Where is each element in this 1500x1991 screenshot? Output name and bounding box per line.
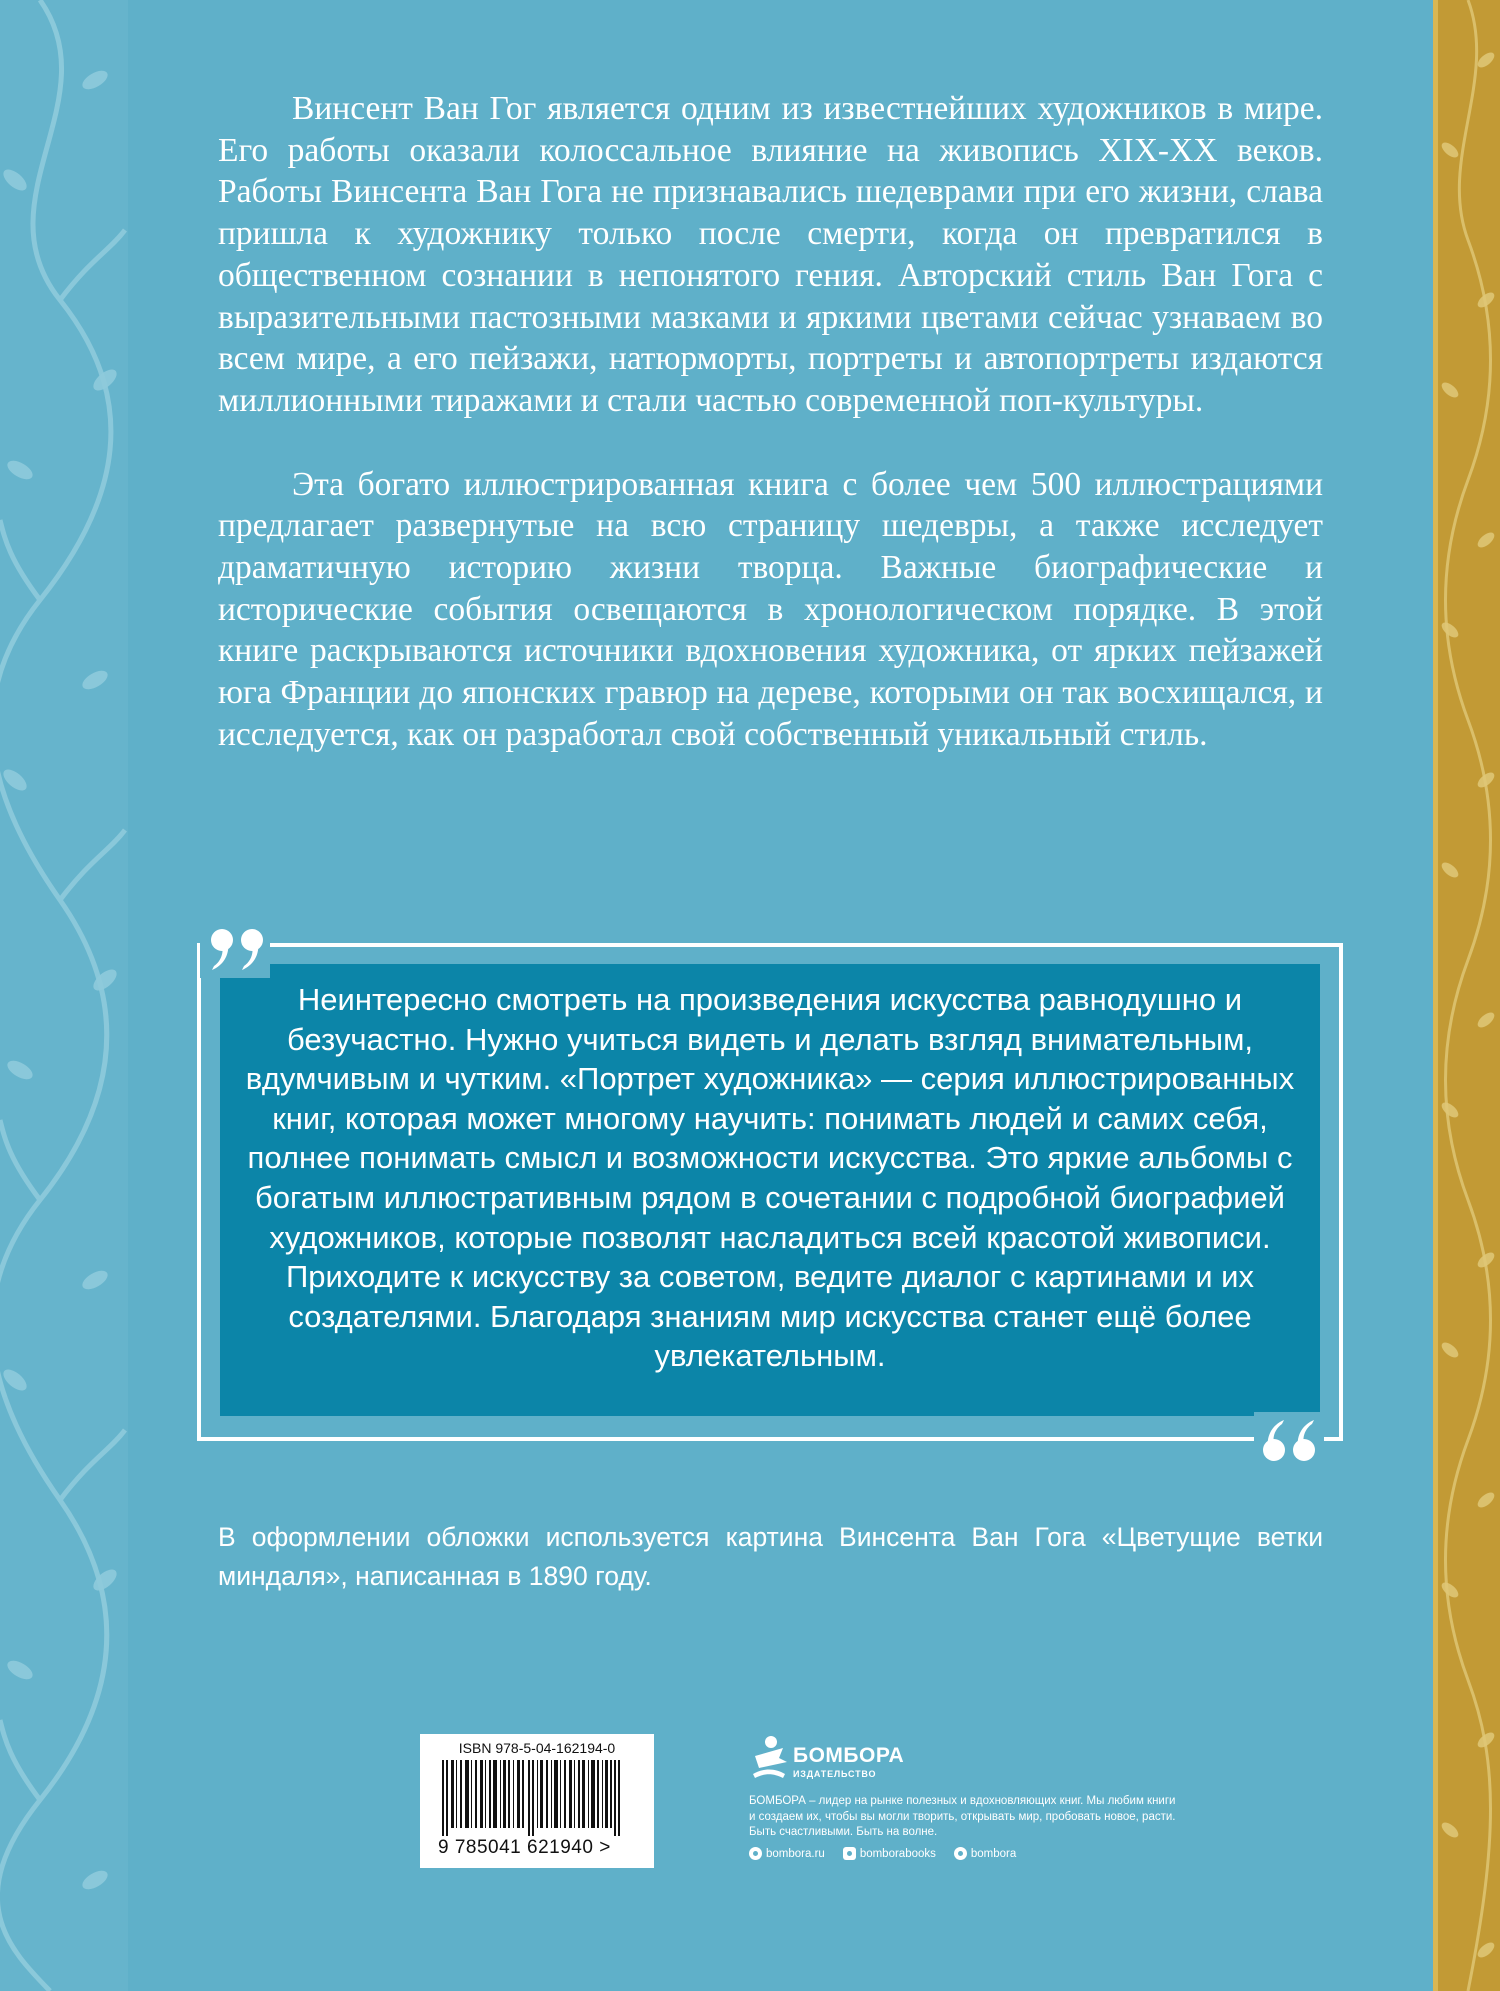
social-label: bomborabooks <box>859 1847 936 1860</box>
social-label: bombora <box>970 1847 1017 1860</box>
cover-art-note: В оформлении обложки используется картина Винсента Ван Гога «Цветущие ветки миндаля», написанная в 1890 году. <box>218 1522 1323 1591</box>
close-quote-icon <box>1254 1412 1324 1472</box>
book-description <box>218 88 1323 756</box>
vine-ornament-icon <box>0 0 128 1991</box>
social-link-vk[interactable] <box>843 1847 936 1860</box>
publisher-name: БОМБОРА <box>793 1744 905 1767</box>
barcode-icon <box>442 1760 632 1836</box>
social-link-site[interactable] <box>749 1847 825 1860</box>
vine-pattern-left <box>0 0 128 1991</box>
leaf-ornament-icon <box>1438 0 1500 1991</box>
isbn-digits: 9 785041 621940 > <box>438 1837 611 1858</box>
bombora-logo-icon <box>749 1734 789 1784</box>
description-paragraph-1: Винсент Ван Гог является одним из известнейших художников в мире. Его работы оказали колоссальное влияние на живопись XIX-XX веков. Работы Винсента Ван Гога не признавались шедеврами при его жизни, слава пришла к художнику только после смерти, когда он превратился в общественном сознании в непонятого гения. Авторский стиль Ван Гога с выразительными пастозными мазками и яркими цветами сейчас узнаваем во всем мире, а его пейзажи, натюрморты, портреты и автопортреты издаются миллионными тиражами и стали частью современной поп-культуры. <box>218 90 1323 419</box>
telegram-icon <box>954 1847 967 1860</box>
publisher-subtitle: ИЗДАТЕЛЬСТВО <box>793 1769 877 1779</box>
isbn-barcode-box <box>420 1734 654 1868</box>
description-paragraph-2: Эта богато иллюстрированная книга с более чем 500 иллюстрациями предлагает развернутые на всю страницу шедевры, а также исследует драматичную историю жизни творца. Важные биографические и исторические события освещаются в хронологическом порядке. В этой книге раскрываются источники вдохновения художника, от ярких пейзажей юга Франции до японских гравюр на дереве, которыми он так восхищался, и исследуется, как он разработал свой собственный уникальный стиль. <box>218 465 1323 753</box>
publisher-description: БОМБОРА – лидер на рынке полезных и вдохновляющих книг. Мы любим книги и создаем их, чтобы вы могли творить, открывать мир, пробовать новое, расти. Быть счастливыми. Быть на волне. <box>749 1795 1176 1838</box>
publisher-socials <box>749 1847 1016 1860</box>
social-label: bombora.ru <box>766 1847 825 1860</box>
social-link-telegram[interactable] <box>954 1847 1016 1860</box>
gold-side-strip <box>1438 0 1500 1991</box>
isbn-label: ISBN 978-5-04-162194-0 <box>458 1740 616 1756</box>
vk-icon <box>843 1847 856 1860</box>
quote-text: Неинтересно смотреть на произведения искусства равнодушно и безучастно. Нужно учиться видеть и делать взгляд внимательным, вдумчивым и чутким. «Портрет художника» — серия иллюстрированных книг, которая может многому научить: понимать людей и самих себя, полнее понимать смысл и возможности искусства. Это яркие альбомы с богатым иллюстративным рядом в сочетании с подробной биографией художников, которые позволят насладиться всей красотой живописи. Приходите к искусству за советом, ведите диалог с картинами и их создателями. Благодаря знаниям мир искусства станет ещё более увлекательным. <box>245 982 1295 1374</box>
open-quote-icon <box>200 918 270 978</box>
globe-icon <box>749 1847 762 1860</box>
